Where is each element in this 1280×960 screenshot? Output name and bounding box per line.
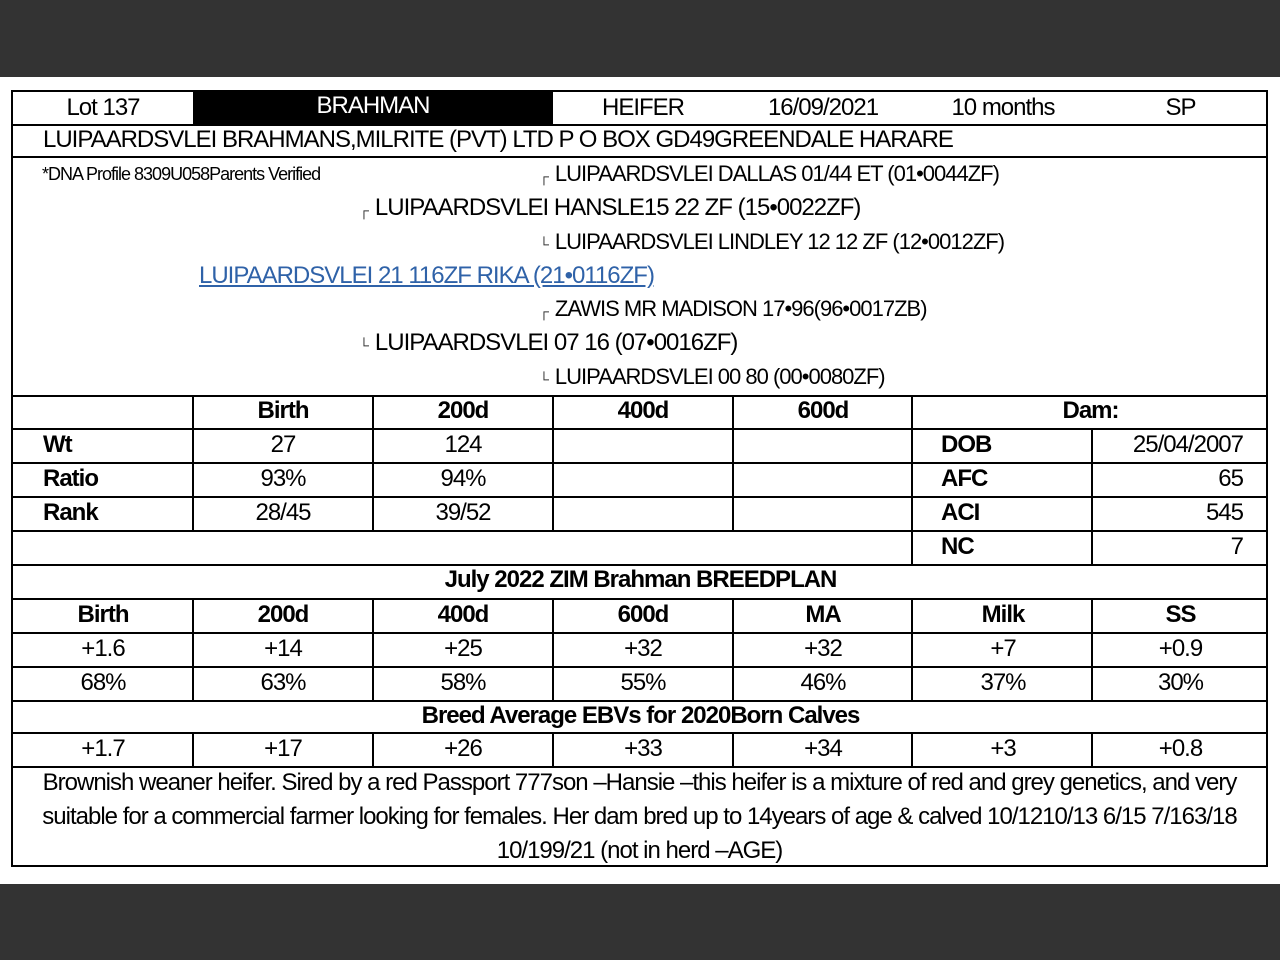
row-label-rank: Rank [43, 499, 98, 526]
pedigree-dam: └ LUIPAARDSVLEI 07 16 (07•0016ZF) [359, 329, 738, 356]
animal-age: 10 months [951, 94, 1055, 121]
bracket-icon: └ [539, 236, 549, 252]
ebv-accuracy: 55% [620, 669, 666, 696]
bracket-icon: └ [539, 371, 549, 387]
ebv-value: +7 [990, 635, 1016, 662]
dam-value-afc: 65 [1218, 465, 1243, 492]
dam-value-aci: 545 [1205, 499, 1243, 526]
ebv-accuracy: 30% [1157, 669, 1204, 696]
dam-label-nc: NC [941, 533, 974, 560]
dam-label-dob: DOB [941, 431, 992, 458]
dam-heading: Dam: [1062, 397, 1119, 424]
breed-name: BRAHMAN [316, 92, 430, 119]
pedigree-sire-dam: └ LUIPAARDSVLEI LINDLEY 12 12 ZF (12•0012ZF) [539, 229, 1005, 254]
ebv-accuracy: 58% [440, 669, 486, 696]
table-cell: 93% [260, 465, 306, 492]
ebv-col-milk: Milk [981, 601, 1025, 628]
perf-col-birth: Birth [257, 397, 309, 424]
ebv-value: +1.6 [81, 635, 125, 662]
dam-value-dob: 25/04/2007 [1132, 431, 1243, 458]
ebv-col-200d: 200d [257, 601, 309, 628]
remarks-text: Brownish weaner heifer. Sired by a red Passport 777son –Hansie –this heifer is a mixture of red and grey genetics, and very suitable for a commercial farmer looking for females. Her dam bred up to 14years of age & calved 10/1210/13 6/15 7/163/18 10/199/21 (not in herd –AGE) [42, 769, 1237, 864]
table-cell: 27 [270, 431, 296, 458]
bracket-icon: ┌ [359, 202, 369, 218]
breed-average-value: +1.7 [81, 735, 125, 762]
dam-label-aci: ACI [941, 499, 980, 526]
bracket-icon: ┌ [539, 168, 549, 184]
pedigree-sire: ┌ LUIPAARDSVLEI HANSLE15 22 ZF (15•0022ZF) [359, 194, 861, 221]
ebv-value: +14 [264, 635, 302, 662]
pedigree-sire-sire: ┌ LUIPAARDSVLEI DALLAS 01/44 ET (01•0044ZF) [539, 161, 999, 186]
row-label-wt: Wt [43, 431, 72, 458]
ebv-value: +0.9 [1158, 635, 1203, 662]
breeder-address: LUIPAARDSVLEI BRAHMANS,MILRITE (PVT) LTD P O BOX GD49GREENDALE HARARE [43, 126, 953, 153]
table-cell: 124 [444, 431, 482, 458]
dna-profile: *DNA Profile 8309U058Parents Verified [42, 164, 321, 184]
breedplan-title: July 2022 ZIM Brahman BREEDPLAN [444, 566, 837, 593]
perf-col-400d: 400d [617, 397, 669, 424]
rule [13, 530, 1266, 532]
birth-date: 16/09/2021 [767, 94, 879, 121]
bracket-icon: └ [359, 337, 369, 353]
ebv-col-400d: 400d [437, 601, 489, 628]
perf-col-600d: 600d [797, 397, 849, 424]
ebv-value: +32 [804, 635, 842, 662]
breed-average-value: +26 [444, 735, 482, 762]
pedigree-dam-dam: └ LUIPAARDSVLEI 00 80 (00•0080ZF) [539, 364, 885, 389]
table-cell: 39/52 [435, 499, 491, 526]
bracket-icon: ┌ [539, 303, 549, 319]
animal-name-link[interactable]: LUIPAARDSVLEI 21 116ZF RIKA (21•0116ZF) [199, 262, 654, 289]
ebv-col-ss: SS [1165, 601, 1196, 628]
lot-number: Lot 137 [66, 94, 140, 121]
breed-average-value: +0.8 [1158, 735, 1203, 762]
table-cell: 28/45 [255, 499, 311, 526]
breed-average-value: +17 [264, 735, 302, 762]
ebv-col-ma: MA [805, 601, 841, 628]
breed-average-value: +34 [804, 735, 842, 762]
ebv-col-600d: 600d [617, 601, 669, 628]
pedigree-dam-sire: ┌ ZAWIS MR MADISON 17•96(96•0017ZB) [539, 296, 927, 321]
perf-col-200d: 200d [437, 397, 489, 424]
ebv-accuracy: 68% [80, 669, 126, 696]
animal-sex: HEIFER [601, 94, 684, 121]
status-code: SP [1165, 94, 1196, 121]
breed-average-value: +33 [624, 735, 662, 762]
ebv-col-birth: Birth [77, 601, 129, 628]
lot-card [11, 90, 1268, 867]
dam-label-afc: AFC [941, 465, 988, 492]
dam-value-nc: 7 [1230, 533, 1243, 560]
ebv-accuracy: 37% [980, 669, 1026, 696]
breed-average-title: Breed Average EBVs for 2020Born Calves [421, 702, 860, 729]
ebv-accuracy: 46% [800, 669, 846, 696]
breed-average-value: +3 [990, 735, 1016, 762]
ebv-value: +25 [444, 635, 482, 662]
row-label-ratio: Ratio [43, 465, 98, 492]
ebv-accuracy: 63% [260, 669, 306, 696]
ebv-value: +32 [624, 635, 662, 662]
table-cell: 94% [440, 465, 486, 492]
